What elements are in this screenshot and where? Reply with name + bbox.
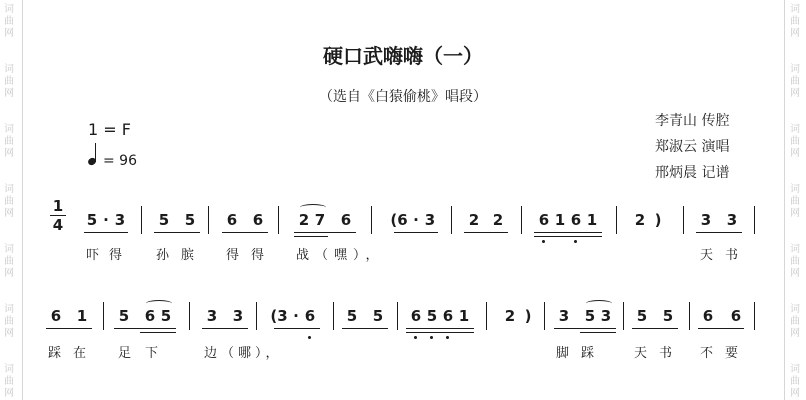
lyric: 足下 [118, 346, 173, 361]
slur [146, 300, 172, 307]
beam-underline [140, 332, 176, 333]
watermark-stamp [2, 244, 16, 280]
watermark-char: 网 [790, 148, 800, 159]
barline [189, 302, 190, 330]
lyric: 不要 [700, 346, 751, 361]
score-note: 5 [118, 307, 130, 325]
score-note: 2 [468, 211, 480, 229]
watermark-stamp [788, 184, 802, 220]
score-note: 3 [700, 211, 712, 229]
watermark-char: 曲 [790, 76, 800, 87]
beam-underline [698, 328, 744, 329]
score-note: · [293, 307, 299, 325]
score-note: 6 [144, 307, 156, 325]
beam-underline [84, 232, 128, 233]
score-note: 5 [662, 307, 674, 325]
score-note: 3 [558, 307, 570, 325]
lyric: 脚踩 [556, 346, 607, 361]
score-note: 5 [584, 307, 596, 325]
watermark-char: 网 [4, 388, 14, 399]
barline [689, 302, 690, 330]
barline [208, 206, 209, 234]
watermark-char: 网 [790, 388, 800, 399]
watermark-stamp [788, 364, 802, 400]
low-octave-dot [308, 336, 311, 339]
lyric: 天书 [634, 346, 685, 361]
score-note: 5 [346, 307, 358, 325]
score-note: (6 [390, 211, 408, 229]
beam-underline [632, 328, 678, 329]
watermark-char: 词 [790, 364, 800, 375]
beam-underline [294, 236, 328, 237]
barline [623, 302, 624, 330]
score-note: 5 [86, 211, 98, 229]
score-note: 5 [184, 211, 196, 229]
watermark-stamp [2, 364, 16, 400]
score-note: · [413, 211, 419, 229]
watermark-char: 词 [790, 124, 800, 135]
score-note: 6 [226, 211, 238, 229]
credit-arranger: 李青山 传腔 [655, 113, 730, 129]
lyric: 踩在 [48, 346, 99, 361]
watermark-char: 曲 [4, 316, 14, 327]
low-octave-dot [446, 336, 449, 339]
beam-underline [222, 232, 268, 233]
lyric: 得得 [226, 248, 277, 263]
watermark-char: 网 [4, 268, 14, 279]
watermark-char: 网 [790, 268, 800, 279]
low-octave-dot [414, 336, 417, 339]
beam-underline [154, 232, 200, 233]
beam-underline [114, 328, 176, 329]
beam-underline [342, 328, 388, 329]
tempo-marking: = 96 [103, 153, 137, 169]
lyric: 战（嘿）， [296, 248, 385, 263]
barline [683, 206, 684, 234]
score-note: 5 [372, 307, 384, 325]
watermark-char: 词 [4, 4, 14, 15]
score-note: 6 [702, 307, 714, 325]
slur [300, 204, 326, 211]
watermark-stamp [788, 244, 802, 280]
score-note: 6 [340, 211, 352, 229]
barline [754, 302, 755, 330]
quarter-note-stem [95, 143, 96, 162]
score-note: · [103, 211, 109, 229]
barline [103, 302, 104, 330]
score-note: 1 [554, 211, 566, 229]
time-signature [48, 198, 68, 233]
beam-underline [696, 232, 742, 233]
lyric: 孙膑 [156, 248, 207, 263]
time-signature-top: 1 [52, 197, 64, 215]
score-note: 6 [304, 307, 316, 325]
watermark-char: 曲 [790, 16, 800, 27]
barline [544, 302, 545, 330]
score-note: 3 [232, 307, 244, 325]
score-note: 3 [600, 307, 612, 325]
score-note: 2 [634, 211, 646, 229]
barline [486, 302, 487, 330]
score-note: 3 [206, 307, 218, 325]
page-title: 硬口武嗨嗨（一） [323, 44, 483, 68]
score-note: 3 [726, 211, 738, 229]
score-note: 2 [504, 307, 516, 325]
watermark-char: 词 [4, 244, 14, 255]
watermark-char: 网 [4, 208, 14, 219]
watermark-char: 词 [4, 304, 14, 315]
beam-underline [406, 332, 474, 333]
beam-underline [294, 232, 356, 233]
key-signature: 1 = F [88, 120, 131, 139]
watermark-char: 曲 [790, 376, 800, 387]
score-note: 6 [410, 307, 422, 325]
watermark-stamp [788, 124, 802, 160]
page-subtitle: （选自《白猿偷桃》唱段） [319, 89, 487, 105]
lyric: 吓得 [86, 248, 133, 263]
beam-underline [46, 328, 92, 329]
watermark-char: 词 [4, 184, 14, 195]
watermark-char: 曲 [4, 196, 14, 207]
score-note: 1 [586, 211, 598, 229]
beam-underline [406, 328, 474, 329]
watermark-char: 曲 [790, 316, 800, 327]
score-note: 1 [76, 307, 88, 325]
watermark-char: 词 [4, 364, 14, 375]
score-note: (3 [270, 307, 288, 325]
watermark-char: 网 [790, 28, 800, 39]
watermark-stamp [788, 4, 802, 40]
watermark-char: 网 [4, 88, 14, 99]
score-note: ) [524, 307, 532, 325]
watermark-char: 网 [790, 208, 800, 219]
score-note: ) [654, 211, 662, 229]
low-octave-dot [542, 240, 545, 243]
watermark-char: 曲 [4, 16, 14, 27]
watermark-char: 曲 [4, 376, 14, 387]
watermark-char: 网 [790, 88, 800, 99]
lyric: 天书 [700, 248, 751, 263]
barline [141, 206, 142, 234]
watermark-char: 词 [790, 244, 800, 255]
watermark-char: 网 [4, 28, 14, 39]
barline [754, 206, 755, 234]
watermark-stamp [2, 4, 16, 40]
watermark-stamp [788, 304, 802, 340]
beam-underline [202, 328, 248, 329]
score-note: 6 [442, 307, 454, 325]
barline [278, 206, 279, 234]
watermark-stamp [2, 124, 16, 160]
low-octave-dot [574, 240, 577, 243]
beam-underline [534, 232, 602, 233]
barline [371, 206, 372, 234]
score-note: 6 [570, 211, 582, 229]
barline [256, 302, 257, 330]
score-note: 1 [458, 307, 470, 325]
time-signature-bottom: 4 [52, 216, 64, 234]
watermark-char: 曲 [790, 196, 800, 207]
watermark-char: 词 [790, 4, 800, 15]
beam-underline [554, 328, 616, 329]
beam-underline [534, 236, 602, 237]
watermark-char: 词 [790, 304, 800, 315]
barline [397, 302, 398, 330]
score-note: 5 [158, 211, 170, 229]
watermark-char: 曲 [790, 136, 800, 147]
score-note: 3 [114, 211, 126, 229]
watermark-stamp [2, 304, 16, 340]
score-note: 6 [538, 211, 550, 229]
score-note: 5 [636, 307, 648, 325]
score-note: 3 [424, 211, 436, 229]
watermark-char: 词 [4, 64, 14, 75]
beam-underline [580, 332, 616, 333]
watermark-char: 词 [790, 64, 800, 75]
score-note: 6 [730, 307, 742, 325]
watermark-char: 网 [790, 328, 800, 339]
beam-underline [394, 232, 438, 233]
score-note: 5 [160, 307, 172, 325]
watermark-char: 词 [4, 124, 14, 135]
watermark-char: 曲 [790, 256, 800, 267]
barline [616, 206, 617, 234]
low-octave-dot [430, 336, 433, 339]
watermark-char: 曲 [4, 76, 14, 87]
score-note: 2 [298, 211, 310, 229]
beam-underline [464, 232, 508, 233]
score-note: 2 [492, 211, 504, 229]
watermark-stamp [2, 184, 16, 220]
barline [521, 206, 522, 234]
watermark-char: 曲 [4, 256, 14, 267]
score-note: 7 [314, 211, 326, 229]
watermark-char: 曲 [4, 136, 14, 147]
beam-underline [274, 328, 320, 329]
watermark-char: 网 [4, 148, 14, 159]
watermark-char: 词 [790, 184, 800, 195]
credit-singer: 郑淑云 演唱 [655, 139, 730, 155]
watermark-char: 网 [4, 328, 14, 339]
barline [451, 206, 452, 234]
score-note: 6 [50, 307, 62, 325]
credit-transcriber: 邢炳晨 记谱 [655, 165, 730, 181]
score-note: 5 [426, 307, 438, 325]
lyric: 边（哪）， [204, 346, 283, 361]
barline [333, 302, 334, 330]
score-note: 6 [252, 211, 264, 229]
slur [586, 300, 612, 307]
